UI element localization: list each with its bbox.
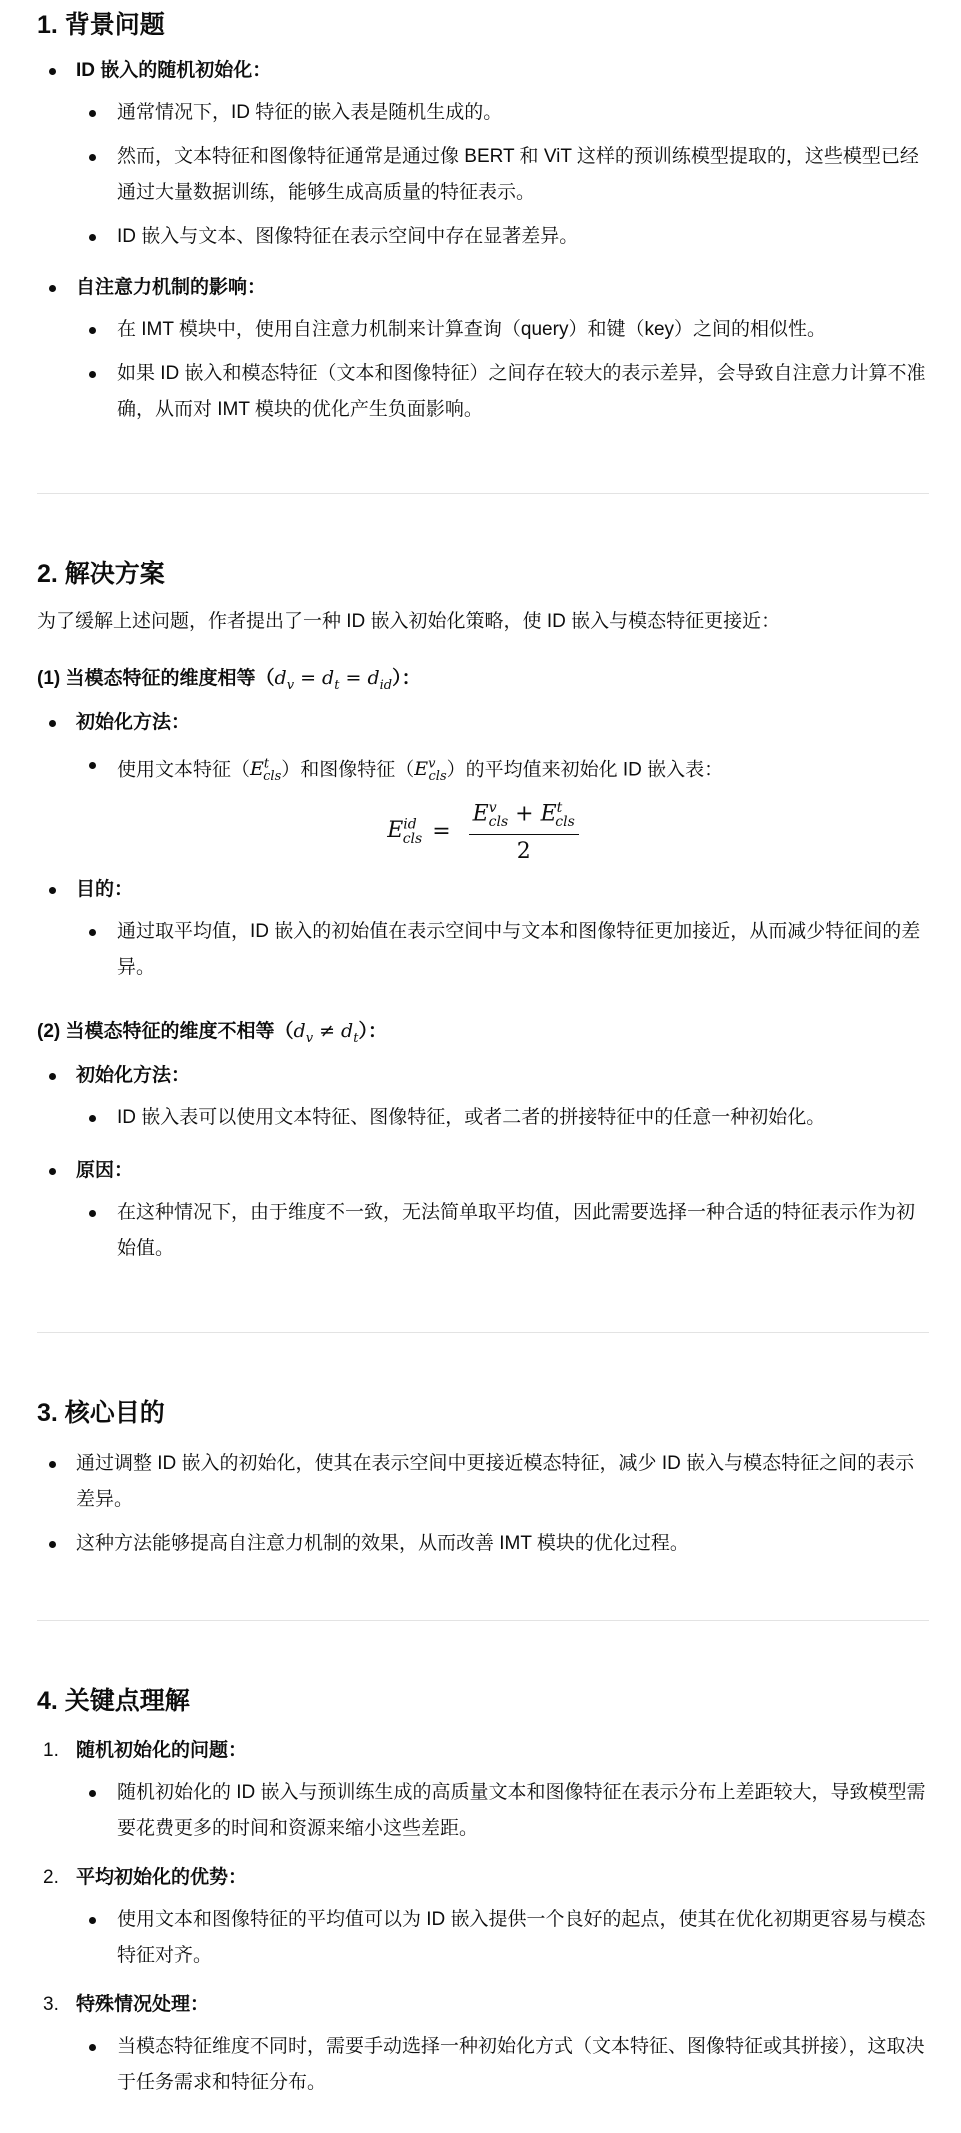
list-item xyxy=(37,53,929,255)
case-2-title: (2) 当模态特征的维度不相等$(d_v \ne d_t)$： xyxy=(37,1020,387,1046)
case-2-reason-list xyxy=(37,1153,929,1275)
item-label: 平均初始化的优势： xyxy=(76,1867,248,1888)
section-1-heading: 1. 背景问题 xyxy=(37,11,165,39)
section-4-heading: 4. 关键点理解 xyxy=(37,1687,190,1715)
list-item xyxy=(37,1058,929,1136)
id-embedding-formula: $E^{id}_{cls}$ = $\frac{E^v_{cls} + E^t_{cls}}{2}$ xyxy=(37,800,929,864)
case-2-method-list xyxy=(37,1058,929,1144)
sub-list-item: 使用文本和图像特征的平均值可以为 ID 嵌入提供一个良好的起点，使其在优化初期更容易与模态特征对齐。 xyxy=(37,1902,929,1974)
sub-list xyxy=(37,1100,929,1136)
section-2-heading: 2. 解决方案 xyxy=(37,560,165,588)
case-1-title: (1) 当模态特征的维度相等$(d_v = d_t = d_{id})$： xyxy=(37,667,421,693)
sub-list xyxy=(37,312,929,428)
section-1-list xyxy=(37,53,929,263)
sub-list xyxy=(37,747,929,795)
section-1-list-2 xyxy=(37,270,929,436)
sub-list-item: 在 IMT 模块中，使用自注意力机制来计算查询（query）和键（key）之间的相似性。 xyxy=(37,312,929,348)
sub-list-item: 使用文本特征$(E^t_{cls})$和图像特征$(E^v_{cls})$的平均值来初始化 ID 嵌入表： xyxy=(37,747,929,795)
sub-list xyxy=(37,95,929,255)
sub-list-item: ID 嵌入与文本、图像特征在表示空间中存在显著差异。 xyxy=(37,219,929,255)
item-label: 目的： xyxy=(76,879,134,900)
sub-list xyxy=(37,914,929,986)
item-label: 特殊情况处理： xyxy=(76,1994,210,2015)
divider xyxy=(37,1332,929,1333)
list-item: 通过调整 ID 嵌入的初始化，使其在表示空间中更接近模态特征，减少 ID 嵌入与模态特征之间的表示差异。 xyxy=(37,1446,929,1518)
list-item xyxy=(37,1153,929,1267)
section-4-item-1 xyxy=(37,1733,929,1855)
sub-list xyxy=(37,1902,929,1974)
sub-list-item: 通常情况下，ID 特征的嵌入表是随机生成的。 xyxy=(37,95,929,131)
section-3-heading: 3. 核心目的 xyxy=(37,1399,165,1427)
list-item: 3. 特殊情况处理： 当模态特征维度不同时，需要手动选择一种初始化方式（文本特征、图像特征或其拼接），这取决于任务需求和特征分布。 xyxy=(37,1987,929,2101)
section-3-list xyxy=(37,1446,929,1562)
list-item: 这种方法能够提高自注意力机制的效果，从而改善 IMT 模块的优化过程。 xyxy=(37,1526,929,1562)
list-item: 1. 随机初始化的问题： 随机初始化的 ID 嵌入与预训练生成的高质量文本和图像特征在表示分布上差距较大，导致模型需要花费更多的时间和资源来缩小这些差距。 xyxy=(37,1733,929,1847)
sub-list-item: 通过取平均值，ID 嵌入的初始值在表示空间中与文本和图像特征更加接近，从而减少特征间的差异。 xyxy=(37,914,929,986)
sub-list xyxy=(37,2029,929,2101)
item-label: 自注意力机制的影响： xyxy=(76,277,267,298)
sub-list-item: 当模态特征维度不同时，需要手动选择一种初始化方式（文本特征、图像特征或其拼接），这取决于任务需求和特征分布。 xyxy=(37,2029,929,2101)
list-item xyxy=(37,270,929,428)
list-item: 2. 平均初始化的优势： 使用文本和图像特征的平均值可以为 ID 嵌入提供一个良好的起点，使其在优化初期更容易与模态特征对齐。 xyxy=(37,1860,929,1974)
sub-list-item: 如果 ID 嵌入和模态特征（文本和图像特征）之间存在较大的表示差异，会导致自注意力计算不准确，从而对 IMT 模块的优化产生负面影响。 xyxy=(37,356,929,428)
item-label: ID 嵌入的随机初始化： xyxy=(76,60,272,81)
divider xyxy=(37,493,929,494)
section-2-intro: 为了缓解上述问题，作者提出了一种 ID 嵌入初始化策略，使 ID 嵌入与模态特征更接近： xyxy=(37,611,781,632)
sub-list-item: 随机初始化的 ID 嵌入与预训练生成的高质量文本和图像特征在表示分布上差距较大，导致模型需要花费更多的时间和资源来缩小这些差距。 xyxy=(37,1775,929,1847)
sub-list-item: 在这种情况下，由于维度不一致，无法简单取平均值，因此需要选择一种合适的特征表示作为初始值。 xyxy=(37,1195,929,1267)
item-label: 初始化方法： xyxy=(76,712,191,733)
sub-list-item: 然而，文本特征和图像特征通常是通过像 BERT 和 ViT 这样的预训练模型提取的，这些模型已经通过大量数据训练，能够生成高质量的特征表示。 xyxy=(37,139,929,211)
divider xyxy=(37,1620,929,1621)
item-label: 初始化方法： xyxy=(76,1065,191,1086)
sub-list-item: ID 嵌入表可以使用文本特征、图像特征，或者二者的拼接特征中的任意一种初始化。 xyxy=(37,1100,929,1136)
case-1-method-list xyxy=(37,705,929,803)
sub-list xyxy=(37,1195,929,1267)
section-4-item-3 xyxy=(37,1987,929,2109)
item-label: 原因： xyxy=(76,1160,134,1181)
item-label: 随机初始化的问题： xyxy=(76,1740,248,1761)
list-item xyxy=(37,872,929,986)
list-item xyxy=(37,705,929,795)
section-4-item-2 xyxy=(37,1860,929,1982)
case-1-goal-list xyxy=(37,872,929,994)
sub-list xyxy=(37,1775,929,1847)
